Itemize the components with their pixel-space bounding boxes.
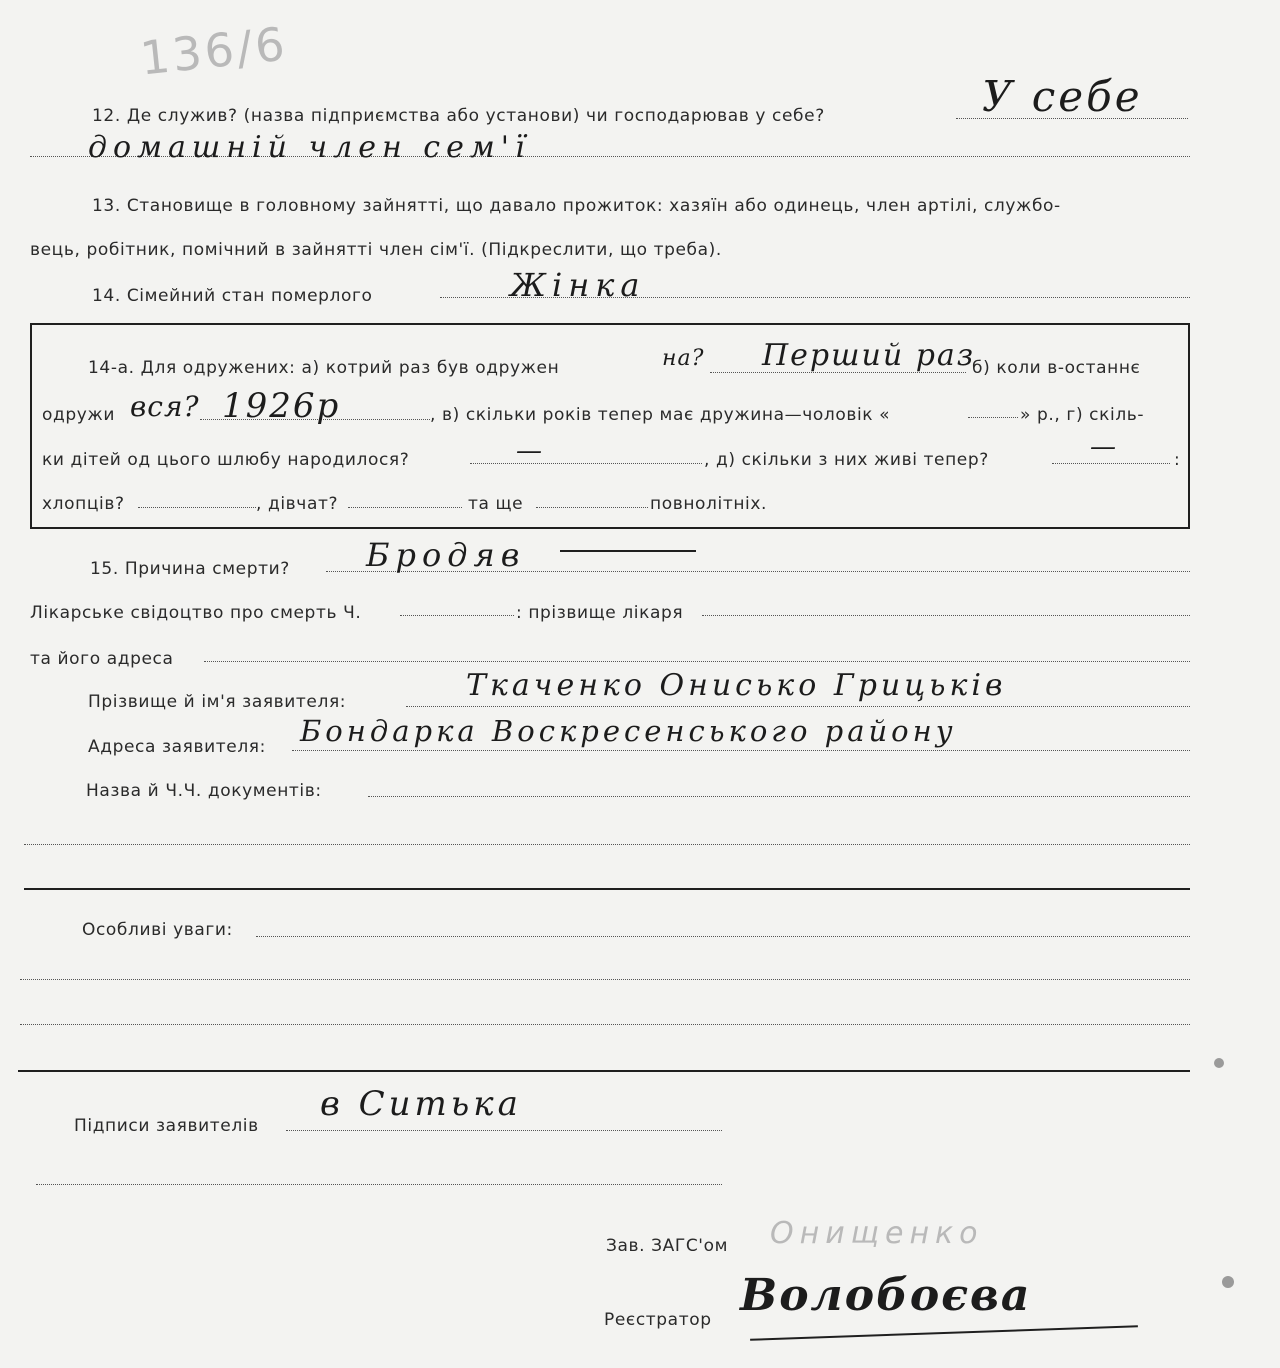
doctor-name-line <box>702 615 1190 616</box>
q15-answer: Бродяв <box>366 536 526 574</box>
applicant-docs-label: Назва й Ч.Ч. документів: <box>86 781 322 801</box>
zags-head-label: Зав. ЗАГС'ом <box>606 1236 729 1256</box>
doctor-certificate-label: Лікарське свідоцтво про смерть Ч. <box>30 603 362 623</box>
q14a-line-1-hw-a: на? <box>662 346 705 371</box>
q14-answer: Жінка <box>510 266 646 304</box>
q14a-line-4c: та ще <box>468 494 524 514</box>
section-divider-1 <box>24 888 1190 890</box>
q12-answer-1: У себе <box>982 72 1143 121</box>
q14a-line-1b: б) коли в-останнє <box>972 358 1141 378</box>
applicant-name-value: Ткаченко Онисько Грицьків <box>466 668 1007 703</box>
q14a-line-2-hw-b: 1926р <box>222 386 341 426</box>
q14a-alive-line <box>1052 463 1170 464</box>
doctor-name-label: : прізвище лікаря <box>516 603 684 623</box>
q14a-line-3-hw: — <box>516 436 545 466</box>
q12-label: 12. Де служив? (назва підприємства або установи) чи господарював у себе? <box>92 106 825 126</box>
applicant-docs-line-2 <box>24 844 1190 845</box>
q14a-line-3a: ки дітей од цього шлюбу народилося? <box>42 450 410 470</box>
applicant-address-label: Адреса заявителя: <box>88 737 266 757</box>
applicants-signature: в Ситька <box>320 1084 522 1124</box>
section-divider-2 <box>18 1070 1190 1072</box>
q14a-boys-line <box>138 507 256 508</box>
notes-label: Особливі уваги: <box>82 920 233 940</box>
q14a-line-2c: » р., г) скіль- <box>1020 405 1145 425</box>
applicants-signature-label: Підписи заявителів <box>74 1116 259 1136</box>
registrar-label: Реєстратор <box>604 1310 712 1330</box>
q13-line-2: вець, робітник, помічний в зайнятті член сім'ї. (Підкреслити, що треба). <box>30 240 722 260</box>
q14a-line-1-hw-b: Перший раз <box>762 338 976 373</box>
q14a-line-4a: хлопців? <box>42 494 125 514</box>
q14a-line-4b: , дівчат? <box>256 494 339 514</box>
pencil-archive-number: 136/6 <box>137 16 290 86</box>
doctor-address-line <box>204 661 1190 662</box>
q12-answer-2: домашній член сем'ї <box>88 130 531 165</box>
q15-answer-stroke <box>560 550 696 552</box>
applicants-signature-line-2 <box>36 1184 722 1185</box>
q14a-line-3b: , д) скільки з них живі тепер? <box>704 450 989 470</box>
q14a-wife-age-line <box>968 417 1018 418</box>
q14a-line-2-hw-a: вся? <box>130 390 200 423</box>
q13-line-1: 13. Становище в головному зайнятті, що давало прожиток: хазяїн або одинець, член артілі, службо- <box>92 196 1061 216</box>
applicants-signature-line <box>286 1130 722 1131</box>
doctor-certificate-line <box>400 615 514 616</box>
applicant-address-line <box>292 750 1190 751</box>
notes-line-2 <box>20 979 1190 980</box>
applicant-name-label: Прізвище й ім'я заявителя: <box>88 692 347 712</box>
applicant-address-value: Бондарка Воскресенського району <box>300 714 957 748</box>
notes-line-1 <box>256 936 1190 937</box>
paper-blot-1 <box>1214 1058 1224 1068</box>
notes-line-3 <box>20 1024 1190 1025</box>
applicant-docs-line <box>368 796 1190 797</box>
q14-label: 14. Сімейний стан померлого <box>92 286 373 306</box>
zags-head-signature: Онищенко <box>770 1216 984 1251</box>
doctor-address-label: та його адреса <box>30 649 174 669</box>
q14a-children-line <box>470 463 702 464</box>
q14a-adults-line <box>536 507 648 508</box>
q14a-line-1a: 14-а. Для одружених: а) котрий раз був одружен <box>88 358 560 378</box>
q14a-line-4d: повнолітніх. <box>650 494 768 514</box>
q14a-line-2a: одружи <box>42 405 115 425</box>
q14a-line-3-hw-b: — <box>1090 432 1119 462</box>
paper-blot-2 <box>1222 1276 1234 1288</box>
q15-label: 15. Причина смерти? <box>90 559 290 579</box>
registrar-signature: Волобоєва <box>740 1270 1032 1321</box>
q14a-line-2b: , в) скільки років тепер має дружина—чоловік « <box>430 405 891 425</box>
applicant-name-line <box>406 706 1190 707</box>
registrar-signature-stroke <box>750 1325 1138 1341</box>
q14a-line-3c: : <box>1174 450 1181 470</box>
married-details-box <box>30 323 1190 529</box>
q14a-girls-line <box>348 507 462 508</box>
